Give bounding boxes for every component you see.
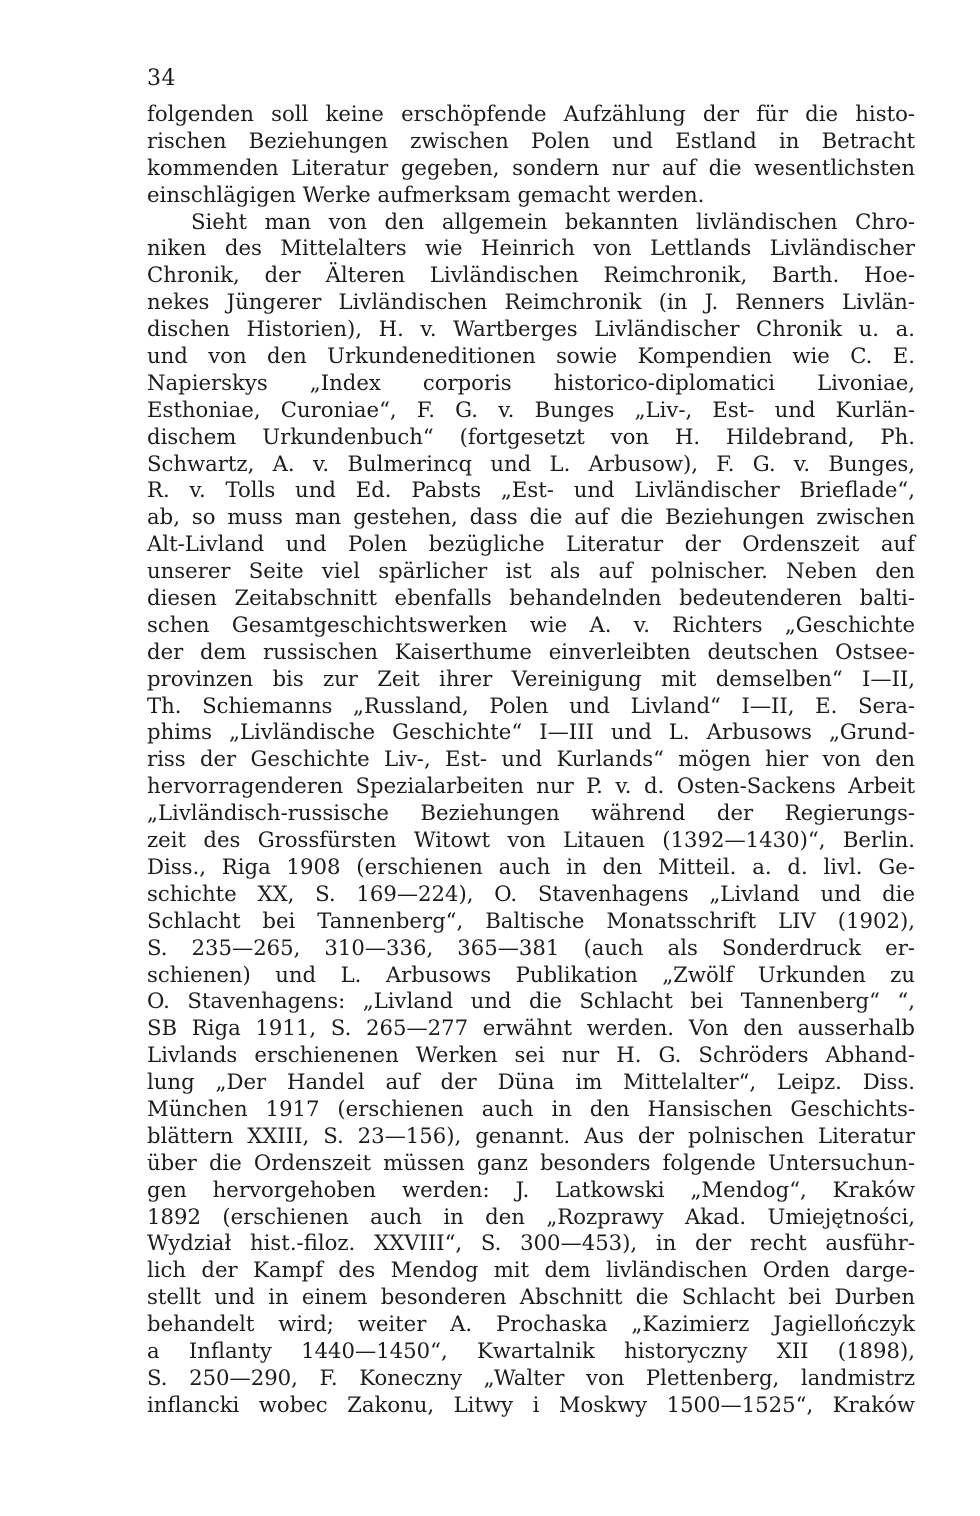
text-line: nekes Jüngerer Livländischen Reimchronik (in J. Renners Livlän- <box>147 289 915 315</box>
text-line: 1892 (erschienen auch in den „Rozprawy Akad. Umiejętności, <box>147 1203 915 1229</box>
text-line: blättern XXIII, S. 23—156), genannt. Aus der polnischen Literatur <box>147 1122 915 1148</box>
text-line: a Inflanty 1440—1450“, Kwartalnik historyczny XII (1898), <box>147 1337 915 1363</box>
text-line: Schwartz, A. v. Bulmerincq und L. Arbusow), F. G. v. Bunges, <box>147 450 915 476</box>
page-number: 34 <box>147 66 176 91</box>
text-line: S. 250—290, F. Koneczny „Walter von Plettenberg, landmistrz <box>147 1364 915 1390</box>
text-line: inflancki wobec Zakonu, Litwy i Moskwy 1500—1525“, Kraków <box>147 1391 915 1417</box>
text-line: gen hervorgehoben werden: J. Latkowski „Mendog“, Kraków <box>147 1176 915 1202</box>
text-line: folgenden soll keine erschöpfende Aufzählung der für die histo- <box>147 101 915 126</box>
text-line: niken des Mittelalters wie Heinrich von Lettlands Livländischer <box>147 235 915 261</box>
text-line: Wydział hist.-filoz. XXVIII“, S. 300—453), in der recht ausführ- <box>147 1230 915 1256</box>
text-line: phims „Livländische Geschichte“ I—III und L. Arbusows „Grund- <box>147 719 915 745</box>
text-line: hervorragenderen Spezialarbeiten nur P. v. d. Osten-Sackens Arbeit <box>147 773 915 799</box>
text-line: Esthoniae, Curoniae“, F. G. v. Bunges „Liv-, Est- und Kurlän- <box>147 396 915 422</box>
text-line: ab, so muss man gestehen, dass die auf die Beziehungen zwischen <box>147 504 915 530</box>
text-line: dischen Historien), H. v. Wartberges Livländischer Chronik u. a. <box>147 316 915 342</box>
text-line: Livlands erschienenen Werken sei nur H. G. Schröders Abhand- <box>147 1042 915 1068</box>
text-line: dischem Urkundenbuch“ (fortgesetzt von H. Hildebrand, Ph. <box>147 423 915 449</box>
text-line: rischen Beziehungen zwischen Polen und Estland in Betracht <box>147 127 915 153</box>
text-line: Alt-Livland und Polen bezügliche Literatur der Ordenszeit auf <box>147 531 915 557</box>
text-line: provinzen bis zur Zeit ihrer Vereinigung mit demselben“ I—II, <box>147 665 915 691</box>
text-line: lich der Kampf des Mendog mit dem livländischen Orden darge- <box>147 1257 915 1283</box>
text-line: riss der Geschichte Liv-, Est- und Kurlands“ mögen hier von den <box>147 746 915 772</box>
text-line: „Livländisch-russische Beziehungen während der Regierungs- <box>147 800 915 826</box>
text-line: schichte XX, S. 169—224), O. Stavenhagens „Livland und die <box>147 880 915 906</box>
text-line: stellt und in einem besonderen Abschnitt die Schlacht bei Durben <box>147 1284 915 1310</box>
text-line: lung „Der Handel auf der Düna im Mittelalter“, Leipz. Diss. <box>147 1069 915 1095</box>
body-text <box>147 101 915 1419</box>
text-line: Th. Schiemanns „Russland, Polen und Livland“ I—II, E. Sera- <box>147 692 915 718</box>
text-line: Schlacht bei Tannenberg“, Baltische Monatsschrift LIV (1902), <box>147 907 915 933</box>
text-line: und von den Urkundeneditionen sowie Kompendien wie C. E. <box>147 343 915 369</box>
text-line: einschlägigen Werke aufmerksam gemacht werden. <box>147 181 705 207</box>
text-line: über die Ordenszeit müssen ganz besonders folgende Untersuchun- <box>147 1149 915 1175</box>
text-line: R. v. Tolls und Ed. Pabsts „Est- und Livländischer Brieflade“, <box>147 477 915 503</box>
text-line: kommenden Literatur gegeben, sondern nur auf die wesentlichsten <box>147 154 915 180</box>
text-line: zeit des Grossfürsten Witowt von Litauen (1392—1430)“, Berlin. <box>147 827 915 853</box>
text-line: O. Stavenhagens: „Livland und die Schlacht bei Tannenberg“ “, <box>147 988 915 1014</box>
text-line: Sieht man von den allgemein bekannten livländischen Chro- <box>191 208 915 234</box>
text-line: München 1917 (erschienen auch in den Hansischen Geschichts- <box>147 1095 915 1121</box>
text-line: Chronik, der Älteren Livländischen Reimchronik, Barth. Hoe- <box>147 262 915 288</box>
text-line: Napierskys „Index corporis historico-diplomatici Livoniae, <box>147 369 915 395</box>
text-line: S. 235—265, 310—336, 365—381 (auch als Sonderdruck er- <box>147 934 915 960</box>
text-line: unserer Seite viel spärlicher ist als auf polnischer. Neben den <box>147 558 915 584</box>
text-line: SB Riga 1911, S. 265—277 erwähnt werden. Von den ausserhalb <box>147 1015 915 1041</box>
text-line: Diss., Riga 1908 (erschienen auch in den Mitteil. a. d. livl. Ge- <box>147 853 915 879</box>
text-line: schienen) und L. Arbusows Publikation „Zwölf Urkunden zu <box>147 961 915 987</box>
text-line: diesen Zeitabschnitt ebenfalls behandelnden bedeutenderen balti- <box>147 585 915 611</box>
text-line: der dem russischen Kaiserthume einverleibten deutschen Ostsee- <box>147 638 915 664</box>
text-line: behandelt wird; weiter A. Prochaska „Kazimierz Jagiellończyk <box>147 1311 915 1337</box>
text-line: schen Gesamtgeschichtswerken wie A. v. Richters „Geschichte <box>147 611 915 637</box>
